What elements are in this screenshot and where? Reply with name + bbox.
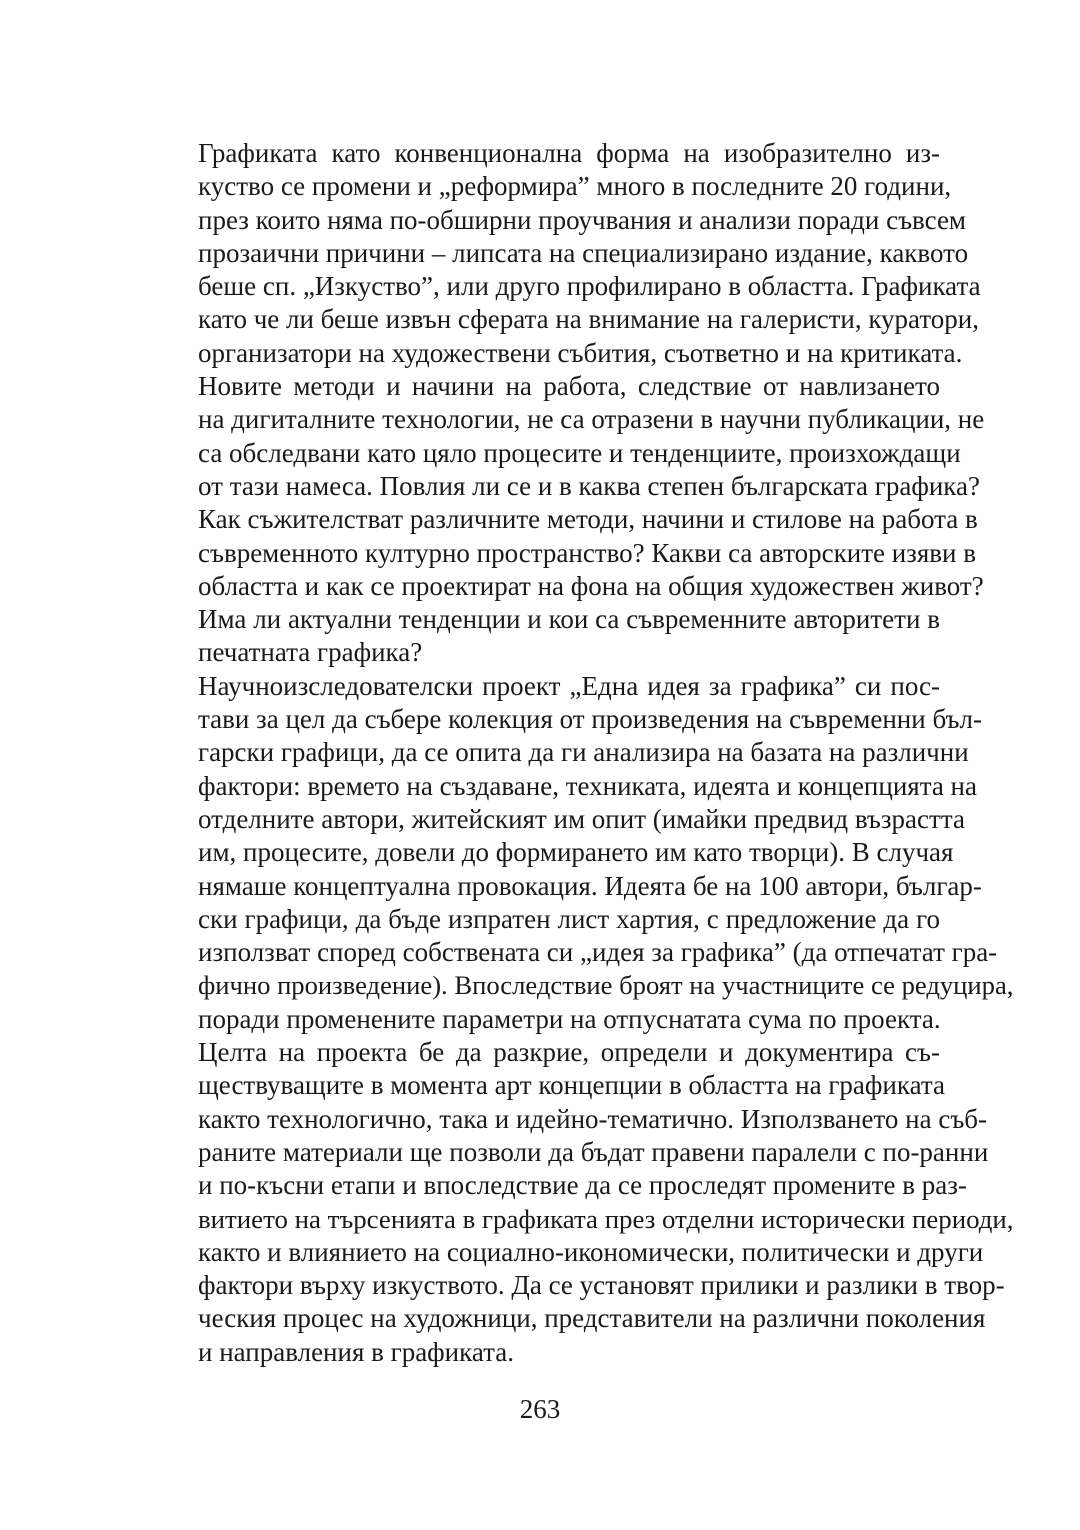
text-line: отделните автори, житейският им опит (имайки предвид възрастта <box>198 803 965 834</box>
paragraph-1 <box>124 137 981 370</box>
paragraph-2 <box>124 370 985 670</box>
text-line: фактори върху изкуството. Да се установят прилики и разлики в твор- <box>198 1270 1005 1301</box>
text-line: ски графици, да бъде изпратен лист хартия, с предложение да го <box>198 903 940 934</box>
text-line: като че ли беше извън сферата на внимание на галеристи, куратори, <box>198 304 979 335</box>
text-line: организатори на художествени събития, съответно и на критиката. <box>198 337 963 368</box>
text-line: фактори: времето на създаване, техниката, идеята и концепцията на <box>198 770 977 801</box>
text-line: печатната графика? <box>198 637 423 668</box>
page-body <box>124 137 1014 1369</box>
text-line: Новите методи и начини на работа, следствие от навлизането <box>198 371 940 402</box>
text-line: витието на търсенията в графиката през отделни исторически периоди, <box>198 1203 1014 1234</box>
text-line: гарски графици, да се опита да ги анализира на базата на различни <box>198 737 969 768</box>
text-line: от тази намеса. Повлия ли се и в каква степен българската графика? <box>198 470 980 501</box>
text-line: Има ли актуални тенденции и кои са съвременните авторитети в <box>198 604 940 635</box>
text-line: Графиката като конвенционална форма на изобразително из- <box>198 138 940 168</box>
paragraph-3 <box>124 670 1014 1036</box>
text-line: и направления в графиката. <box>198 1336 514 1367</box>
text-line: тави за цел да събере колекция от произведения на съвременни бъл- <box>198 704 982 735</box>
text-line: раните материали ще позволи да бъдат правени паралели с по-ранни <box>198 1136 989 1167</box>
text-line: Научноизследователски проект „Една идея за графика” си пос- <box>198 670 940 701</box>
text-line: областта и как се проектират на фона на общия художествен живот? <box>198 570 984 601</box>
text-line: куство се промени и „реформира” много в последните 20 години, <box>198 171 952 202</box>
text-line: ществуващите в момента арт концепции в областта на графиката <box>198 1070 945 1101</box>
text-line: са обследвани като цяло процесите и тенденциите, произхождащи <box>198 437 961 468</box>
text-line: използват според собствената си „идея за графика” (да отпечатат гра- <box>198 937 998 968</box>
text-line: поради променените параметри на отпуснатата сума по проекта. <box>198 1003 941 1034</box>
text-line: ческия процес на художници, представители на различни поколения <box>198 1303 986 1334</box>
page-number: 263 <box>519 1394 561 1424</box>
text-line: както и влиянието на социално-икономически, политически и други <box>198 1236 984 1267</box>
text-line: Целта на проекта бе да разкрие, определи и документира съ- <box>198 1037 940 1068</box>
text-line: им, процесите, довели до формирането им като творци). В случая <box>198 837 954 868</box>
text-line: съвременното културно пространство? Какви са авторските изяви в <box>198 537 976 568</box>
text-line: беше сп. „Изкуство”, или друго профилирано в областта. Графиката <box>198 271 981 302</box>
text-line: както технологично, така и идейно-тематично. Използването на съб- <box>198 1103 988 1134</box>
text-line: фично произведение). Впоследствие броят на участниците се редуцира, <box>198 970 1014 1001</box>
text-line: Как съжителстват различните методи, начини и стилове на работа в <box>198 504 978 535</box>
text-line: нямаше концептуална провокация. Идеята бе на 100 автори, българ- <box>198 870 982 901</box>
text-line: на дигиталните технологии, не са отразени в научни публикации, не <box>198 404 985 435</box>
text-line: прозаични причини – липсата на специализирано издание, каквото <box>198 237 969 268</box>
text-line: през които няма по-обширни проучвания и анализи поради съвсем <box>198 204 967 235</box>
text-line: и по-късни етапи и впоследствие да се проследят промените в раз- <box>198 1170 967 1201</box>
paragraph-4 <box>124 1036 1014 1369</box>
